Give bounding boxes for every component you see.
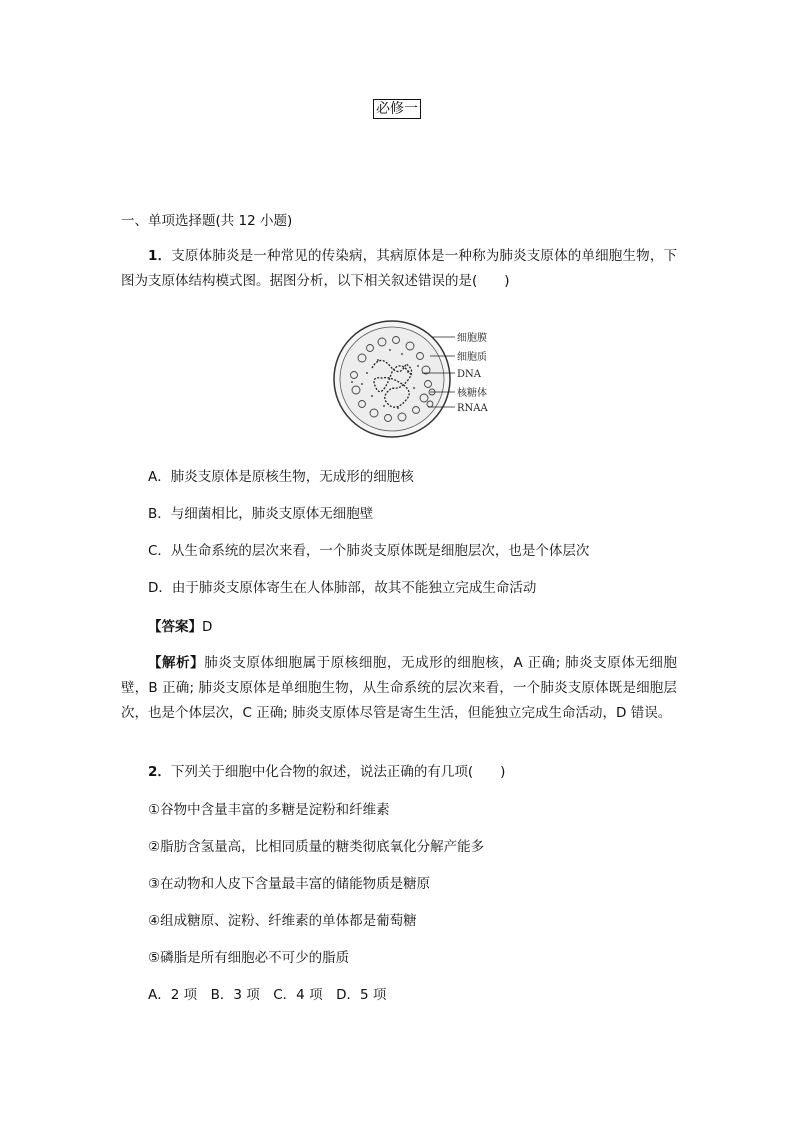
question-2-statement-5: ⑤磷脂是所有细胞必不可少的脂质 <box>148 950 350 966</box>
answer-label: 【答案】 <box>148 619 202 635</box>
page-title: 必修一 <box>373 99 421 119</box>
question-2-statement-4: ④组成糖原、淀粉、纤维素的单体都是葡萄糖 <box>148 913 417 929</box>
question-2-statement-1: ①谷物中含量丰富的多糖是淀粉和纤维素 <box>148 802 390 818</box>
question-1-text: 支原体肺炎是一种常见的传染病，其病原体是一种称为肺炎支原体的单细胞生物，下图为支原体结构模式图。据图分析，以下相关叙述错误的是( ) <box>121 248 677 289</box>
question-2-text: 下列关于细胞中化合物的叙述，说法正确的有几项( ) <box>170 764 506 780</box>
question-1-option-d: D．由于肺炎支原体寄生在人体肺部，故其不能独立完成生命活动 <box>148 580 537 596</box>
question-2-options: A．2 项 B．3 项 C．4 项 D．5 项 <box>148 987 387 1003</box>
analysis-text: 肺炎支原体细胞属于原核细胞，无成形的细胞核，A 正确; 肺炎支原体无细胞壁，B 正确; 肺炎支原体是单细胞生物，从生命系统的层次来看，一个肺炎支原体既是细胞层次，也是个体层次，C 正确; 肺炎支原体尽管是寄生生活，但能独立完成生命活动，D 错误。 <box>121 655 677 721</box>
label-cytoplasm: 细胞质 <box>457 352 487 363</box>
answer-value: D <box>202 619 213 635</box>
question-1-option-b: B．与细菌相比，肺炎支原体无细胞壁 <box>148 506 374 522</box>
question-1-answer <box>148 617 212 637</box>
question-1-option-a: A．肺炎支原体是原核生物，无成形的细胞核 <box>148 469 414 485</box>
question-1-analysis <box>121 651 677 726</box>
question-2-statement-3: ③在动物和人皮下含量最丰富的储能物质是糖原 <box>148 876 431 892</box>
question-2-stem <box>148 762 505 782</box>
label-rna: RNAA <box>457 403 488 414</box>
analysis-label: 【解析】 <box>148 655 205 671</box>
label-dna: DNA <box>457 369 481 380</box>
mycoplasma-structure-diagram <box>332 318 507 440</box>
question-2-number: 2． <box>148 764 171 780</box>
label-cell-membrane: 细胞膜 <box>457 333 487 344</box>
question-1-number: 1． <box>148 248 172 264</box>
question-1-stem <box>121 244 677 294</box>
page-title-box <box>0 98 794 119</box>
label-ribosome: 核糖体 <box>457 388 487 399</box>
section-heading: 一、单项选择题(共 12 小题) <box>121 213 293 229</box>
mycoplasma-svg <box>332 318 507 440</box>
question-1-option-c: C．从生命系统的层次来看，一个肺炎支原体既是细胞层次，也是个体层次 <box>148 543 590 559</box>
question-2-statement-2: ②脂肪含氢量高，比相同质量的糖类彻底氧化分解产能多 <box>148 839 485 855</box>
